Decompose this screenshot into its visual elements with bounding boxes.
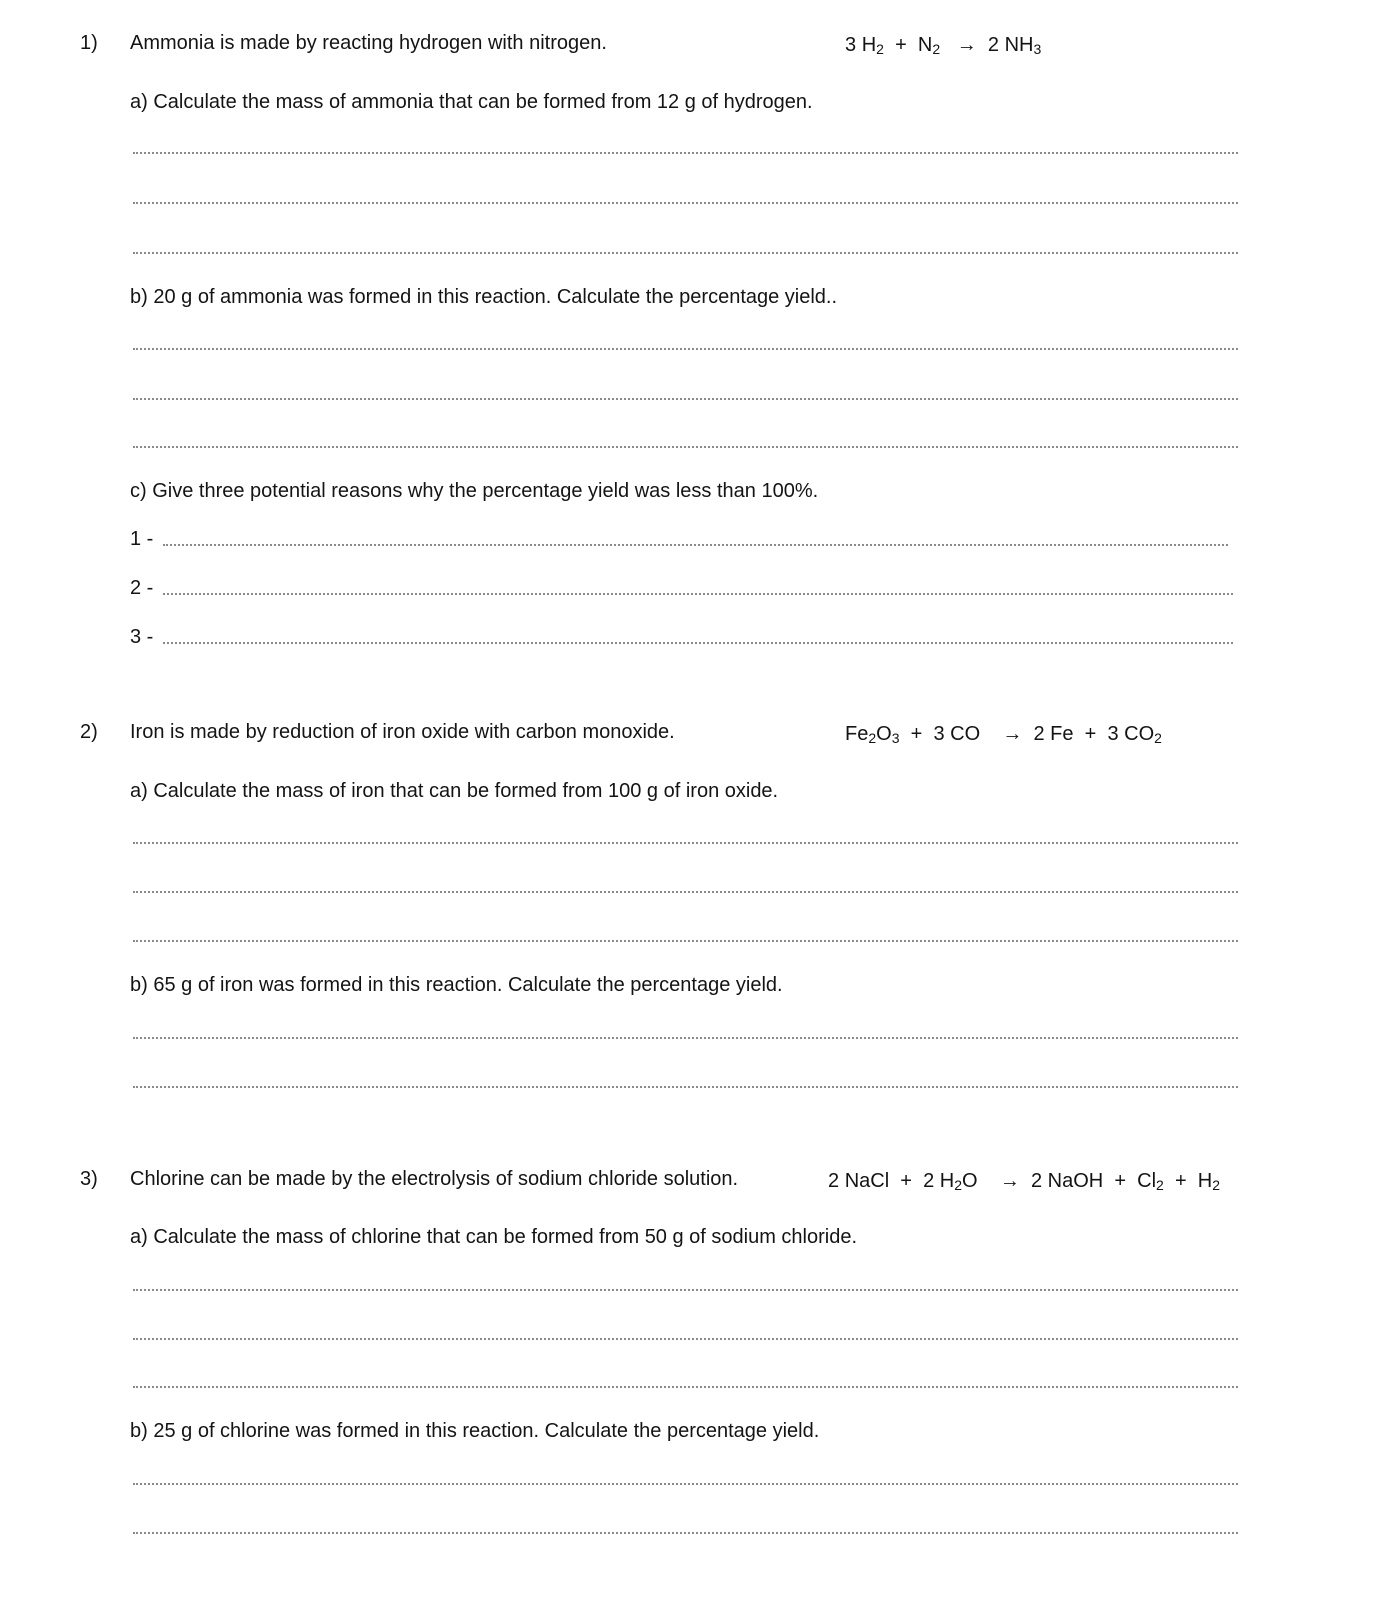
answer-line-2a-3[interactable] (133, 940, 1238, 942)
reason-1-line[interactable] (163, 544, 1228, 546)
question-1c-prompt: c) Give three potential reasons why the percentage yield was less than 100%. (130, 480, 819, 502)
answer-line-2b-1[interactable] (133, 1037, 1238, 1039)
question-1-number: 1) (80, 32, 98, 54)
question-2-text: Iron is made by reduction of iron oxide with carbon monoxide. (130, 721, 675, 743)
reaction-arrow-icon: → (956, 34, 977, 56)
reaction-arrow-icon: → (999, 1170, 1020, 1192)
answer-line-2a-2[interactable] (133, 891, 1238, 893)
reason-1-label: 1 - (130, 528, 154, 550)
reaction-arrow-icon: → (1002, 723, 1023, 745)
answer-line-3b-1[interactable] (133, 1483, 1238, 1485)
answer-line-1a-1[interactable] (133, 152, 1238, 154)
reason-2-label: 2 - (130, 577, 154, 599)
reason-2-line[interactable] (163, 593, 1233, 595)
question-1a-prompt: a) Calculate the mass of ammonia that can be formed from 12 g of hydrogen. (130, 91, 813, 113)
answer-line-1b-2[interactable] (133, 398, 1238, 400)
answer-line-2a-1[interactable] (133, 842, 1238, 844)
answer-line-1a-2[interactable] (133, 202, 1238, 204)
answer-line-1b-3[interactable] (133, 446, 1238, 448)
answer-line-3a-1[interactable] (133, 1289, 1238, 1291)
reason-3-label: 3 - (130, 626, 154, 648)
answer-line-3a-2[interactable] (133, 1338, 1238, 1340)
question-2-equation: $Fe_2O_3 + 3$ CO → 2 Fe + 3 $CO_2$ (845, 723, 1162, 746)
answer-line-1a-3[interactable] (133, 252, 1238, 254)
answer-line-3a-3[interactable] (133, 1386, 1238, 1388)
question-1-equation: 3 $H_2 + N_2$ → 2 $NH_3$ (845, 34, 1042, 57)
question-2-number: 2) (80, 721, 98, 743)
answer-line-2b-2[interactable] (133, 1086, 1238, 1088)
question-1b-prompt: b) 20 g of ammonia was formed in this reaction. Calculate the percentage yield.. (130, 286, 838, 308)
question-1-text: Ammonia is made by reacting hydrogen with nitrogen. (130, 32, 607, 54)
question-2b-prompt: b) 65 g of iron was formed in this reaction. Calculate the percentage yield. (130, 974, 783, 996)
answer-line-3b-2[interactable] (133, 1532, 1238, 1534)
question-3-equation: 2 NaCl + 2 $H_2O$ → 2 NaOH + $Cl_2 + H_2$ (828, 1170, 1221, 1193)
question-3a-prompt: a) Calculate the mass of chlorine that can be formed from 50 g of sodium chloride. (130, 1226, 858, 1248)
question-2a-prompt: a) Calculate the mass of iron that can be formed from 100 g of iron oxide. (130, 780, 779, 802)
question-3-text: Chlorine can be made by the electrolysis of sodium chloride solution. (130, 1168, 739, 1190)
question-3-number: 3) (80, 1168, 98, 1190)
answer-line-1b-1[interactable] (133, 348, 1238, 350)
question-3b-prompt: b) 25 g of chlorine was formed in this reaction. Calculate the percentage yield. (130, 1420, 820, 1442)
reason-3-line[interactable] (163, 642, 1233, 644)
